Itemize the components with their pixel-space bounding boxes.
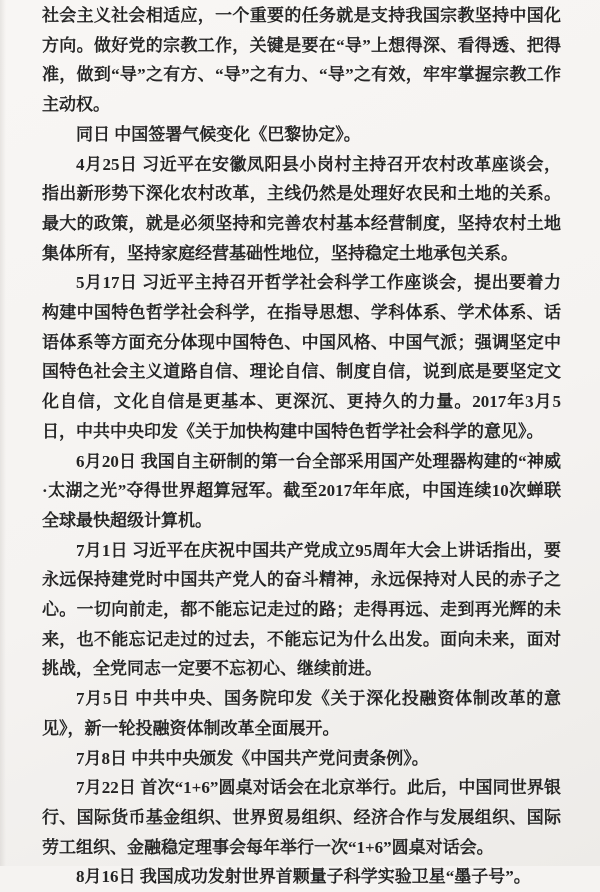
paragraph: 6月20日 我国自主研制的第一台全部采用国产处理器构建的“神威·太湖之光”夺得世界超算冠军。截至2017年年底，中国连续10次蝉联全球最快超级计算机。 <box>42 451 561 530</box>
paragraph: 7月8日 中共中央颁发《中国共产党问责条例》。 <box>76 748 429 768</box>
paragraph: 7月1日 习近平在庆祝中国共产党成立95周年大会上讲话指出，要永远保持建党时中国共产党人的奋斗精神，永远保持对人民的赤子之心。一切向前走，都不能忘记走过的路；走得再远、走到再光辉的未来，也不能忘记走过的过去，不能忘记为什么出发。面向未来，面对挑战，全党同志一定要不忘初心、继续前进。 <box>42 540 561 679</box>
paragraph: 社会主义社会相适应，一个重要的任务就是支持我国宗教坚持中国化方向。做好党的宗教工作，关键是要在“导”上想得深、看得透、把得准，做到“导”之有方、“导”之有力、“导”之有效，牢牢掌握宗教工作主动权。 <box>42 6 561 115</box>
paragraph: 8月16日 我国成功发射世界首颗量子科学实验卫星“墨子号”。 <box>76 867 531 887</box>
paragraph: 7月5日 中共中央、国务院印发《关于深化投融资体制改革的意见》，新一轮投融资体制改革全面展开。 <box>42 689 561 738</box>
paragraph: 4月25日 习近平在安徽凤阳县小岗村主持召开农村改革座谈会，指出新形势下深化农村改革，主线仍然是处理好农民和土地的关系。最大的政策，就是必须坚持和完善农村基本经营制度，坚持农村土地集体所有，坚持家庭经营基础性地位，坚持稳定土地承包关系。 <box>42 154 561 263</box>
paragraph: 7月22日 首次“1+6”圆桌对话会在北京举行。此后，中国同世界银行、国际货币基金组织、世界贸易组织、经济合作与发展组织、国际劳工组织、金融稳定理事会每年举行一次“1+6”圆桌对话会。 <box>42 778 561 857</box>
paragraph: 5月17日 习近平主持召开哲学社会科学工作座谈会，提出要着力构建中国特色哲学社会科学，在指导思想、学科体系、学术体系、话语体系等方面充分体现中国特色、中国风格、中国气派；强调坚定中国特色社会主义道路自信、理论自信、制度自信，说到底是要坚定文化自信，文化自信是更基本、更深沉、更持久的力量。2017年3月5日，中共中央印发《关于加快构建中国特色哲学社会科学的意见》。 <box>42 273 561 441</box>
paragraph: 同日 中国签署气候变化《巴黎协定》。 <box>76 124 361 144</box>
